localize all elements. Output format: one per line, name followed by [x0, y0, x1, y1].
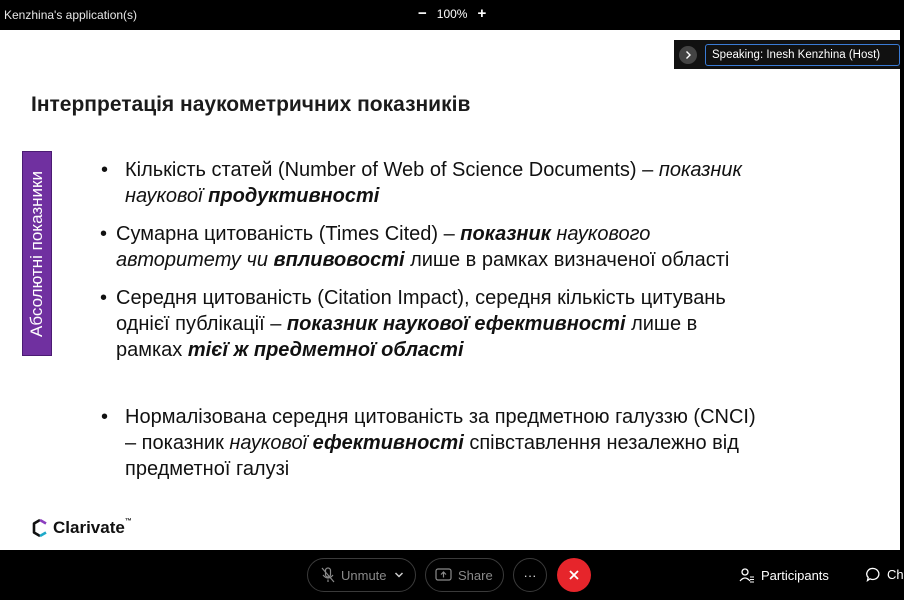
- bullet-text: рамках: [116, 339, 188, 361]
- bullet-item-2: [100, 221, 730, 273]
- window-title: Kenzhina's application(s): [4, 8, 138, 22]
- unmute-button[interactable]: [307, 558, 416, 592]
- bullet-italic: показник: [658, 159, 742, 181]
- speaking-label: Speaking:: [712, 48, 764, 61]
- bullet-item-1: [101, 157, 742, 209]
- side-label: Абсолютні показники: [27, 170, 46, 337]
- share-button[interactable]: [425, 558, 504, 592]
- bullet-text: лише в: [625, 313, 698, 335]
- title-bar: [0, 0, 900, 30]
- unmute-label: Unmute: [341, 567, 387, 583]
- bullet-bold-italic: тієї ж предметної області: [187, 339, 464, 361]
- bullet-text: Середня цитованість (Citation Impact), середня кількість цитувань: [116, 287, 726, 309]
- bullet-dot: •: [101, 406, 109, 428]
- microphone-muted-icon: [321, 567, 335, 583]
- zoom-control: [418, 6, 486, 22]
- bullet-italic: наукової: [229, 432, 308, 454]
- chevron-right-icon[interactable]: [679, 46, 697, 64]
- side-label-box: [22, 151, 52, 356]
- bullet-bold-italic: продуктивності: [208, 185, 380, 207]
- participants-button[interactable]: [739, 567, 829, 583]
- bullet-text: однієї публікації –: [116, 313, 287, 335]
- speaking-indicator: [674, 40, 900, 69]
- chat-icon: [866, 567, 881, 582]
- end-meeting-button[interactable]: [557, 558, 591, 592]
- share-screen-icon: [435, 568, 452, 582]
- clarivate-logo: [31, 518, 132, 538]
- bullet-text: предметної галузі: [125, 458, 290, 480]
- bullet-italic: наукового: [550, 223, 651, 245]
- bullet-italic: наукової: [125, 185, 203, 207]
- logo-text: Clarivate: [53, 518, 125, 537]
- logo-tm: ™: [124, 518, 132, 525]
- participants-icon: [739, 567, 755, 583]
- bullet-bold-italic: показник наукової ефективності: [286, 313, 626, 335]
- bullet-text: Нормалізована середня цитованість за предметною галуззю (CNCI): [125, 406, 756, 428]
- bullet-text: Кількість статей (Number of Web of Science Documents) –: [125, 159, 659, 181]
- bullet-item-3: [100, 285, 726, 363]
- zoom-in-button[interactable]: +: [477, 5, 487, 22]
- bullet-bold-italic: ефективності: [312, 432, 464, 454]
- bullet-text: – показник: [125, 432, 230, 454]
- zoom-out-button[interactable]: −: [418, 5, 427, 22]
- speaking-box: [705, 44, 900, 66]
- bullet-dot: •: [101, 159, 109, 181]
- bullet-dot: •: [100, 287, 108, 309]
- chevron-down-icon[interactable]: [394, 571, 404, 579]
- speaker-name: Inesh Kenzhina (Host): [766, 48, 881, 61]
- bullet-text: співставлення незалежно від: [463, 432, 739, 454]
- bullet-italic: авторитету чи: [116, 249, 274, 271]
- zoom-level: 100%: [436, 7, 468, 21]
- bullet-bold-italic: показник: [460, 223, 551, 245]
- participants-label: Participants: [761, 567, 829, 583]
- chat-button[interactable]: [866, 567, 904, 582]
- more-options-button[interactable]: [513, 558, 547, 592]
- more-options-icon: ···: [523, 567, 537, 583]
- chat-label: Ch: [887, 567, 904, 582]
- close-icon: [568, 569, 580, 581]
- bullet-bold-italic: впливовості: [273, 249, 405, 271]
- bullet-text: лише в рамках визначеної області: [404, 249, 730, 271]
- meeting-toolbar: [0, 550, 904, 600]
- bullet-text: Сумарна цитованість (Times Cited) –: [116, 223, 461, 245]
- share-label: Share: [458, 567, 493, 583]
- bullet-item-4: [101, 404, 756, 482]
- clarivate-mark-icon: [31, 518, 49, 538]
- bullet-dot: •: [100, 223, 108, 245]
- slide-title: Інтерпретація наукометричних показників: [31, 93, 471, 116]
- shared-slide: [0, 30, 900, 550]
